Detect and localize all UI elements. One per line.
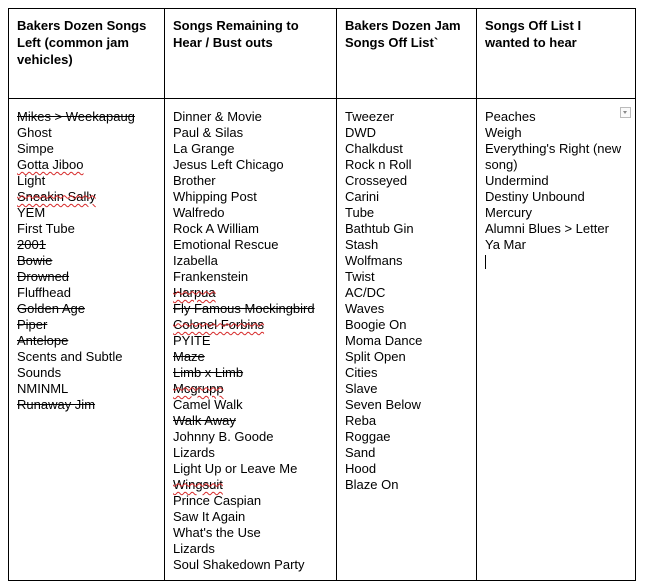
song-item: Whipping Post: [173, 189, 257, 204]
cell-common-jam-vehicles[interactable]: [9, 99, 165, 581]
song-list: [173, 109, 328, 573]
song-list: [345, 109, 468, 493]
song-item: Fly Famous Mockingbird: [173, 301, 315, 316]
song-item: Crosseyed: [345, 173, 408, 188]
song-list: [17, 109, 156, 413]
song-item: First Tube: [17, 221, 75, 236]
song-item: La Grange: [173, 141, 235, 156]
song-item: Walfredo: [173, 205, 225, 220]
song-item: Stash: [345, 237, 379, 252]
song-item: Sneakin Sally: [17, 189, 96, 204]
song-item: Slave: [345, 381, 378, 396]
song-item: Gotta Jiboo: [17, 157, 84, 172]
song-item: Reba: [345, 413, 377, 428]
song-item: NMINML: [17, 381, 69, 396]
song-item: Izabella: [173, 253, 218, 268]
header-cell[interactable]: Bakers Dozen Songs Left (common jam vehicles): [9, 9, 165, 99]
song-item: What's the Use: [173, 525, 261, 540]
song-item: DWD: [345, 125, 377, 140]
song-item: Soul Shakedown Party: [173, 557, 305, 572]
cell-remaining-bust-outs[interactable]: [165, 99, 337, 581]
song-item: Saw It Again: [173, 509, 246, 524]
dropdown-arrow-icon[interactable]: [620, 107, 631, 118]
song-item: Weigh: [485, 125, 522, 140]
song-item: Colonel Forbins: [173, 317, 265, 332]
song-item: Tube: [345, 205, 375, 220]
song-item: Chalkdust: [345, 141, 403, 156]
song-item: Bowie: [17, 253, 53, 268]
song-item: YEM: [17, 205, 46, 220]
song-item: Mercury: [485, 205, 532, 220]
song-item: Golden Age: [17, 301, 85, 316]
song-item: Fluffhead: [17, 285, 71, 300]
header-cell[interactable]: Bakers Dozen Jam Songs Off List`: [337, 9, 477, 99]
song-item: Tweezer: [345, 109, 395, 124]
song-item: Light Up or Leave Me: [173, 461, 298, 476]
song-item: Emotional Rescue: [173, 237, 279, 252]
song-item: Harpua: [173, 285, 216, 300]
song-item: Mikes > Weekapaug: [17, 109, 135, 124]
song-item: Runaway Jim: [17, 397, 96, 412]
song-item: Walk Away: [173, 413, 236, 428]
text-cursor: [485, 253, 627, 269]
cell-wanted-to-hear[interactable]: [477, 99, 636, 581]
song-item: Alumni Blues > Letter: [485, 221, 609, 236]
song-item: Everything's Right (new song): [485, 141, 622, 172]
song-item: Dinner & Movie: [173, 109, 262, 124]
song-item: Light: [17, 173, 46, 188]
song-item: Seven Below: [345, 397, 421, 412]
header-row: [9, 9, 636, 99]
song-item: Scents and Subtle: [17, 349, 123, 364]
song-item: Mcgrupp: [173, 381, 224, 396]
song-item: Boogie On: [345, 317, 407, 332]
song-item: Lizards: [173, 445, 215, 460]
songs-table: [8, 8, 636, 581]
song-item: Wingsuit: [173, 477, 223, 492]
song-item: Frankenstein: [173, 269, 249, 284]
song-item: Sand: [345, 445, 376, 460]
song-item: Peaches: [485, 109, 536, 124]
song-item: Destiny Unbound: [485, 189, 585, 204]
song-item: Johnny B. Goode: [173, 429, 274, 444]
song-item: Lizards: [173, 541, 215, 556]
song-list: [485, 109, 627, 269]
song-item: Jesus Left Chicago: [173, 157, 284, 172]
song-item: Rock A William: [173, 221, 259, 236]
song-item: Moma Dance: [345, 333, 423, 348]
header-cell[interactable]: Songs Off List I wanted to hear: [477, 9, 636, 99]
song-item: 2001: [17, 237, 46, 252]
song-item: Carini: [345, 189, 379, 204]
song-item: Cities: [345, 365, 378, 380]
song-item: Waves: [345, 301, 385, 316]
song-item: Rock n Roll: [345, 157, 412, 172]
song-item: Hood: [345, 461, 377, 476]
song-item: Ya Mar: [485, 237, 526, 252]
song-item: Limb x Limb: [173, 365, 244, 380]
song-item: Ghost: [17, 125, 52, 140]
song-item: Bathtub Gin: [345, 221, 414, 236]
song-item: Roggae: [345, 429, 391, 444]
song-item: PYITE: [173, 333, 211, 348]
song-item: Camel Walk: [173, 397, 243, 412]
song-item: Maze: [173, 349, 205, 364]
song-item: Undermind: [485, 173, 549, 188]
song-item: Sounds: [17, 365, 62, 380]
song-item: Blaze On: [345, 477, 399, 492]
cell-jam-songs-off-list[interactable]: [337, 99, 477, 581]
song-item: Wolfmans: [345, 253, 403, 268]
song-item: Brother: [173, 173, 216, 188]
song-item: Twist: [345, 269, 375, 284]
body-row: [9, 99, 636, 581]
song-item: Split Open: [345, 349, 406, 364]
header-cell[interactable]: Songs Remaining to Hear / Bust outs: [165, 9, 337, 99]
song-item: AC/DC: [345, 285, 386, 300]
song-item: Simpe: [17, 141, 54, 156]
song-item: Drowned: [17, 269, 70, 284]
song-item: Prince Caspian: [173, 493, 262, 508]
song-item: Paul & Silas: [173, 125, 244, 140]
song-item: Antelope: [17, 333, 69, 348]
song-item: Piper: [17, 317, 48, 332]
